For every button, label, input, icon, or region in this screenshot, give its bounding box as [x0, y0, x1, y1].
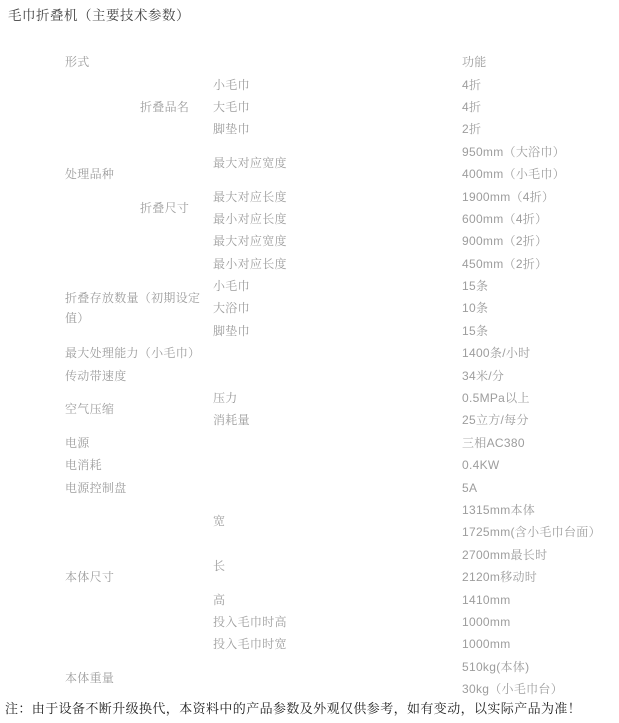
spec-category-cell: 电源控制盘: [65, 480, 127, 495]
spec-item-cell: 最大对应长度: [213, 189, 287, 204]
spec-value-cell: 450mm（2折）: [462, 256, 548, 271]
spec-table: [65, 51, 619, 700]
spec-value-cell: 功能: [462, 55, 487, 70]
table-row: [65, 73, 619, 95]
spec-value-cell: 三相AC380: [462, 435, 525, 450]
spec-value-cell: 25立方/每分: [462, 413, 529, 428]
spec-item-cell: 大毛巾: [213, 99, 250, 114]
spec-value-cell: 0.4KW: [462, 458, 500, 473]
spec-value-cell: 600mm（4折）: [462, 211, 548, 226]
spec-value-cell: 4折: [462, 99, 482, 114]
table-row: [65, 141, 619, 163]
spec-value-cell: 5A: [462, 480, 478, 495]
table-row: [65, 342, 619, 364]
footer-note: 注：由于设备不断升级换代，本资料中的产品参数及外观仅供参考，如有变动，以实际产品为准！: [5, 701, 582, 716]
spec-item-cell: 投入毛巾时宽: [213, 637, 287, 652]
table-row: [65, 387, 619, 409]
spec-category-cell: 形式: [65, 55, 90, 70]
spec-item-cell: 宽: [213, 514, 226, 529]
spec-value-cell: 2折: [462, 122, 482, 137]
spec-item-cell: 脚垫巾: [213, 323, 250, 338]
spec-subcategory-cell: 折叠品名: [140, 99, 190, 114]
spec-category-cell: 空气压缩: [65, 402, 115, 417]
spec-category-cell: 最大处理能力（小毛巾）: [65, 346, 201, 361]
table-row: [65, 476, 619, 498]
table-row: [65, 275, 619, 297]
spec-value-cell: 2700mm最长时: [462, 547, 548, 562]
spec-subcategory-cell: 折叠尺寸: [140, 200, 190, 215]
spec-value-cell: 1410mm: [462, 592, 511, 607]
spec-value-cell: 1000mm: [462, 614, 511, 629]
spec-category-cell: 折叠存放数量（初期设定值）: [65, 291, 201, 326]
spec-value-cell: 900mm（2折）: [462, 234, 548, 249]
spec-value-cell: 1400条/小时: [462, 346, 531, 361]
spec-category-cell: 传动带速度: [65, 368, 127, 383]
page-title: 毛巾折叠机（主要技术参数）: [8, 8, 190, 23]
spec-item-cell: 脚垫巾: [213, 122, 250, 137]
spec-item-cell: 投入毛巾时高: [213, 614, 287, 629]
table-row: [65, 499, 619, 521]
table-row: [65, 432, 619, 454]
spec-category-cell: 电消耗: [65, 458, 102, 473]
spec-category-cell: 电源: [65, 435, 90, 450]
spec-item-cell: 最大对应宽度: [213, 155, 287, 170]
spec-item-cell: 小毛巾: [213, 77, 250, 92]
spec-category-cell: 处理品种: [65, 167, 115, 182]
table-row: [65, 454, 619, 476]
spec-item-cell: 长: [213, 558, 226, 573]
spec-item-cell: 最小对应长度: [213, 256, 287, 271]
spec-value-cell: 10条: [462, 301, 489, 316]
spec-value-cell: 1900mm（4折）: [462, 189, 555, 204]
table-row: [65, 656, 619, 678]
table-row: [65, 364, 619, 386]
spec-item-cell: 小毛巾: [213, 279, 250, 294]
spec-value-cell: 0.5MPa以上: [462, 391, 530, 406]
spec-value-cell: 34米/分: [462, 368, 505, 383]
spec-value-cell: 1725mm(含小毛巾台面）: [462, 525, 601, 540]
spec-item-cell: 高: [213, 592, 226, 607]
spec-value-cell: 1315mm本体: [462, 503, 536, 517]
spec-item-cell: 消耗量: [213, 413, 250, 428]
spec-value-cell: 950mm（大浴巾）: [462, 144, 566, 159]
spec-value-cell: 400mm（小毛巾）: [462, 167, 566, 182]
spec-value-cell: 15条: [462, 323, 489, 338]
table-row: [65, 51, 619, 73]
spec-value-cell: 30kg（小毛巾台）: [462, 682, 564, 697]
spec-item-cell: 压力: [213, 391, 238, 406]
spec-category-cell: 本体尺寸: [65, 570, 115, 585]
spec-item-cell: 最小对应长度: [213, 211, 287, 226]
spec-value-cell: 15条: [462, 279, 489, 294]
spec-value-cell: 1000mm: [462, 637, 511, 652]
spec-value-cell: 2120m移动时: [462, 570, 538, 585]
spec-category-cell: 本体重量: [65, 670, 115, 685]
spec-item-cell: 最大对应宽度: [213, 234, 287, 249]
spec-value-cell: 510kg(本体): [462, 659, 530, 674]
spec-value-cell: 4折: [462, 77, 482, 92]
spec-item-cell: 大浴巾: [213, 301, 250, 316]
